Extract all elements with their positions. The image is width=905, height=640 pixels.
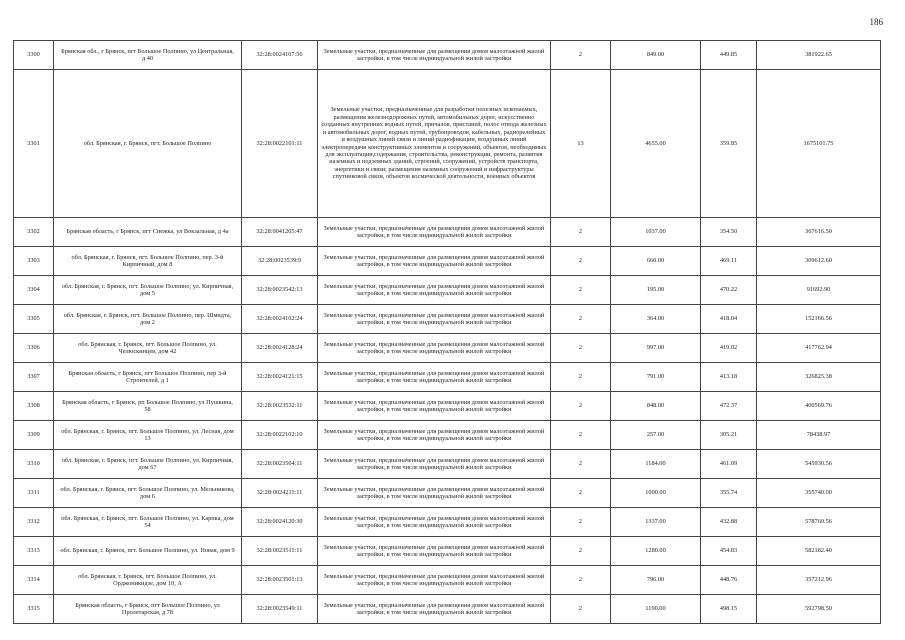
table-row: [14, 70, 881, 218]
cadastral-value-cell: 357212.96: [757, 566, 881, 595]
specific-value-cell: 470.22: [701, 276, 757, 305]
address-cell: обл. Брянская, г. Брянск, пгт. Большое Полпино, ул. Кирпичная, дом 67: [54, 450, 242, 479]
cadastral-number-cell: 32:28:0022101:11: [242, 70, 318, 218]
land-use-cell: Земельные участки, предназначенные для размещения домов малоэтажной жилой застройки, в том числе индивидуальной жилой застройки: [318, 276, 551, 305]
area-cell: 796.00: [611, 566, 701, 595]
address-cell: обл. Брянская, г. Брянск, пгт. Большое Полпино, ул. Новая, дом 9: [54, 537, 242, 566]
address-cell: обл. Брянская, г. Брянск, пгт. Большое Полпино, ул. Лесная, дом 13: [54, 421, 242, 450]
area-cell: 848.00: [611, 392, 701, 421]
specific-value-cell: 355.74: [701, 479, 757, 508]
address-cell: Брянская обл., г Брянск, пгт Большое Полпино, ул Центральная, д 40: [54, 41, 242, 70]
group-cell: 2: [551, 218, 611, 247]
cadastral-value-cell: 326825.38: [757, 363, 881, 392]
table-row: [14, 421, 881, 450]
address-cell: Брянская область, г Брянск, пгт Снежка, ул Вокзальная, д 4а: [54, 218, 242, 247]
address-cell: Брянская область, г Брянск, рп Большое Полпино, ул Пушкина, 58: [54, 392, 242, 421]
row-number-cell: 3307: [14, 363, 54, 392]
row-number-cell: 3313: [14, 537, 54, 566]
cadastral-value-table: [13, 40, 881, 624]
cadastral-number-cell: 32:28:0022102:10: [242, 421, 318, 450]
address-cell: обл. Брянская, г. Брянск, пгт. Большое Полпино, ул. Челюскинцев, дом 42: [54, 334, 242, 363]
group-cell: 2: [551, 566, 611, 595]
address-cell: Брянская область, г Брянск, пгт Большое Полпино, ул Пролетарская, д 78: [54, 595, 242, 624]
specific-value-cell: 472.37: [701, 392, 757, 421]
group-cell: 2: [551, 334, 611, 363]
area-cell: 849.00: [611, 41, 701, 70]
area-cell: 1190.00: [611, 595, 701, 624]
group-cell: 2: [551, 305, 611, 334]
table-row: [14, 41, 881, 70]
cadastral-number-cell: 32:28:0024120:30: [242, 508, 318, 537]
cadastral-value-cell: 355740.00: [757, 479, 881, 508]
cadastral-value-cell: 592798.50: [757, 595, 881, 624]
row-number-cell: 3306: [14, 334, 54, 363]
cadastral-value-cell: 367616.50: [757, 218, 881, 247]
table-row: [14, 276, 881, 305]
row-number-cell: 3311: [14, 479, 54, 508]
cadastral-number-cell: 32:28:0024121:15: [242, 363, 318, 392]
row-number-cell: 3312: [14, 508, 54, 537]
row-number-cell: 3314: [14, 566, 54, 595]
row-number-cell: 3308: [14, 392, 54, 421]
specific-value-cell: 449.85: [701, 41, 757, 70]
row-number-cell: 3310: [14, 450, 54, 479]
group-cell: 2: [551, 508, 611, 537]
specific-value-cell: 419.02: [701, 334, 757, 363]
cadastral-number-cell: 32:28:0023501:13: [242, 566, 318, 595]
area-cell: 1184.00: [611, 450, 701, 479]
land-use-cell: Земельные участки, предназначенные для размещения домов малоэтажной жилой застройки, в том числе индивидуальной жилой застройки: [318, 479, 551, 508]
land-use-cell: Земельные участки, предназначенные для размещения домов малоэтажной жилой застройки, в том числе индивидуальной жилой застройки: [318, 363, 551, 392]
row-number-cell: 3304: [14, 276, 54, 305]
cadastral-number-cell: 32:28:0024211:11: [242, 479, 318, 508]
row-number-cell: 3303: [14, 247, 54, 276]
land-use-cell: Земельные участки, предназначенные для размещения домов малоэтажной жилой застройки, в том числе индивидуальной жилой застройки: [318, 450, 551, 479]
cadastral-value-cell: 78438.97: [757, 421, 881, 450]
area-cell: 195.00: [611, 276, 701, 305]
group-cell: 2: [551, 247, 611, 276]
group-cell: 2: [551, 479, 611, 508]
specific-value-cell: 448.76: [701, 566, 757, 595]
cadastral-number-cell: 32:28:0024107:56: [242, 41, 318, 70]
table-body: [14, 41, 881, 624]
cadastral-value-cell: 582182.40: [757, 537, 881, 566]
land-use-cell: Земельные участки, предназначенные для размещения домов малоэтажной жилой застройки, в том числе индивидуальной жилой застройки: [318, 218, 551, 247]
table-row: [14, 566, 881, 595]
table-row: [14, 508, 881, 537]
land-use-cell: Земельные участки, предназначенные для размещения домов малоэтажной жилой застройки, в том числе индивидуальной жилой застройки: [318, 41, 551, 70]
cadastral-value-cell: 91692.90: [757, 276, 881, 305]
table-row: [14, 247, 881, 276]
group-cell: 2: [551, 276, 611, 305]
row-number-cell: 3309: [14, 421, 54, 450]
cadastral-number-cell: 32:28:0023504:11: [242, 450, 318, 479]
group-cell: 2: [551, 595, 611, 624]
specific-value-cell: 461.09: [701, 450, 757, 479]
cadastral-value-cell: 152166.56: [757, 305, 881, 334]
specific-value-cell: 418.04: [701, 305, 757, 334]
cadastral-value-cell: 1675101.75: [757, 70, 881, 218]
address-cell: обл. Брянская, г. Брянск, пгт. Большое Полпино, ул. Кирпичная, дом 5: [54, 276, 242, 305]
cadastral-number-cell: 32:28:0024128:24: [242, 334, 318, 363]
table-row: [14, 363, 881, 392]
group-cell: 2: [551, 421, 611, 450]
table-row: [14, 595, 881, 624]
row-number-cell: 3300: [14, 41, 54, 70]
row-number-cell: 3305: [14, 305, 54, 334]
cadastral-number-cell: 32:28:0041205:47: [242, 218, 318, 247]
table-row: [14, 392, 881, 421]
group-cell: 2: [551, 363, 611, 392]
specific-value-cell: 413.18: [701, 363, 757, 392]
specific-value-cell: 432.88: [701, 508, 757, 537]
cadastral-number-cell: 32:28:0023549:11: [242, 595, 318, 624]
cadastral-number-cell: 32:28:0023511:11: [242, 537, 318, 566]
cadastral-number-cell: 32:28:0023532:11: [242, 392, 318, 421]
area-cell: 4655.00: [611, 70, 701, 218]
land-use-cell: Земельные участки, предназначенные для размещения домов малоэтажной жилой застройки, в том числе индивидуальной жилой застройки: [318, 392, 551, 421]
specific-value-cell: 305.21: [701, 421, 757, 450]
group-cell: 2: [551, 450, 611, 479]
address-cell: обл. Брянская, г. Брянск, пгт. Большое Полпино, ул. Карпка, дом 54: [54, 508, 242, 537]
cadastral-value-cell: 400569.76: [757, 392, 881, 421]
address-cell: обл. Брянская, г. Брянск, пгт. Большое Полпино, ул. Орджоникидзе, дом 10, А: [54, 566, 242, 595]
address-cell: обл. Брянская, г. Брянск, пгт. Большое Полпино, пер. Шмидта, дом 2: [54, 305, 242, 334]
land-use-cell: Земельные участки, предназначенные для размещения домов малоэтажной жилой застройки, в том числе индивидуальной жилой застройки: [318, 421, 551, 450]
area-cell: 997.00: [611, 334, 701, 363]
land-use-cell: Земельные участки, предназначенные для размещения домов малоэтажной жилой застройки, в том числе индивидуальной жилой застройки: [318, 537, 551, 566]
area-cell: 791.00: [611, 363, 701, 392]
cadastral-number-cell: 32:28:0023539:9: [242, 247, 318, 276]
specific-value-cell: 354.50: [701, 218, 757, 247]
specific-value-cell: 498.15: [701, 595, 757, 624]
land-use-cell: Земельные участки, предназначенные для размещения домов малоэтажной жилой застройки, в том числе индивидуальной жилой застройки: [318, 334, 551, 363]
cadastral-value-cell: 545930.56: [757, 450, 881, 479]
table-row: [14, 334, 881, 363]
land-use-cell: Земельные участки, предназначенные для размещения домов малоэтажной жилой застройки, в том числе индивидуальной жилой застройки: [318, 305, 551, 334]
cadastral-value-cell: 417762.94: [757, 334, 881, 363]
specific-value-cell: 469.11: [701, 247, 757, 276]
area-cell: 1000.00: [611, 479, 701, 508]
land-use-cell: Земельные участки, предназначенные для размещения домов малоэтажной жилой застройки, в том числе индивидуальной жилой застройки: [318, 247, 551, 276]
land-use-cell: Земельные участки, предназначенные для разработки полезных ископаемых, размещения железнодорожных путей, автомобильных дорог, искусственно созданных внутренних водных путей, причалов, пристаней, полос отвода железных и автомобильных дорог, водных путей, трубопроводов, кабельных, радиорелейных и воздушных линий связи и линий радиофикации, воздушных линий электропередачи конструктивных элементов и сооружений, объектов, необходимых для эксплуатации,содержания, строительства, реконструкции, ремонта, развития наземных и подземных зданий, строений, сооружений, устройств транспорта, энергетики и связи; размещения наземных сооружений и инфраструктуры спутниковой связи, объектов космической деятельности, военных объектов: [318, 70, 551, 218]
row-number-cell: 3301: [14, 70, 54, 218]
address-cell: обл. Брянская, г. Брянск, пгт. Большое Полпино: [54, 70, 242, 218]
table-row: [14, 479, 881, 508]
cadastral-value-cell: 578760.56: [757, 508, 881, 537]
row-number-cell: 3315: [14, 595, 54, 624]
area-cell: 364.00: [611, 305, 701, 334]
address-cell: обл. Брянская, г. Брянск, пгт. Большое Полпино, пер. 3-й Кирпичный, дом 8: [54, 247, 242, 276]
land-use-cell: Земельные участки, предназначенные для размещения домов малоэтажной жилой застройки, в том числе индивидуальной жилой застройки: [318, 508, 551, 537]
group-cell: 13: [551, 70, 611, 218]
group-cell: 2: [551, 41, 611, 70]
table-row: [14, 305, 881, 334]
land-use-cell: Земельные участки, предназначенные для размещения домов малоэтажной жилой застройки, в том числе индивидуальной жилой застройки: [318, 595, 551, 624]
area-cell: 1037.00: [611, 218, 701, 247]
specific-value-cell: 454.83: [701, 537, 757, 566]
group-cell: 2: [551, 392, 611, 421]
row-number-cell: 3302: [14, 218, 54, 247]
address-cell: Брянская область, г Брянск, пгт Большое Полпино, пер 3-й Строителей, д 1: [54, 363, 242, 392]
area-cell: 257.00: [611, 421, 701, 450]
area-cell: 1337.00: [611, 508, 701, 537]
area-cell: 1280.00: [611, 537, 701, 566]
cadastral-number-cell: 32:28:0023542:13: [242, 276, 318, 305]
table-row: [14, 450, 881, 479]
table-row: [14, 537, 881, 566]
land-use-cell: Земельные участки, предназначенные для размещения домов малоэтажной жилой застройки, в том числе индивидуальной жилой застройки: [318, 566, 551, 595]
page-number: 186: [869, 17, 883, 27]
group-cell: 2: [551, 537, 611, 566]
cadastral-value-cell: 309612.60: [757, 247, 881, 276]
area-cell: 660.00: [611, 247, 701, 276]
specific-value-cell: 359.85: [701, 70, 757, 218]
address-cell: обл. Брянская, г. Брянск, пгт. Большое Полпино, ул. Мельникова, дом 6: [54, 479, 242, 508]
table-row: [14, 218, 881, 247]
cadastral-value-cell: 381922.65: [757, 41, 881, 70]
cadastral-number-cell: 32:28:0024102:24: [242, 305, 318, 334]
